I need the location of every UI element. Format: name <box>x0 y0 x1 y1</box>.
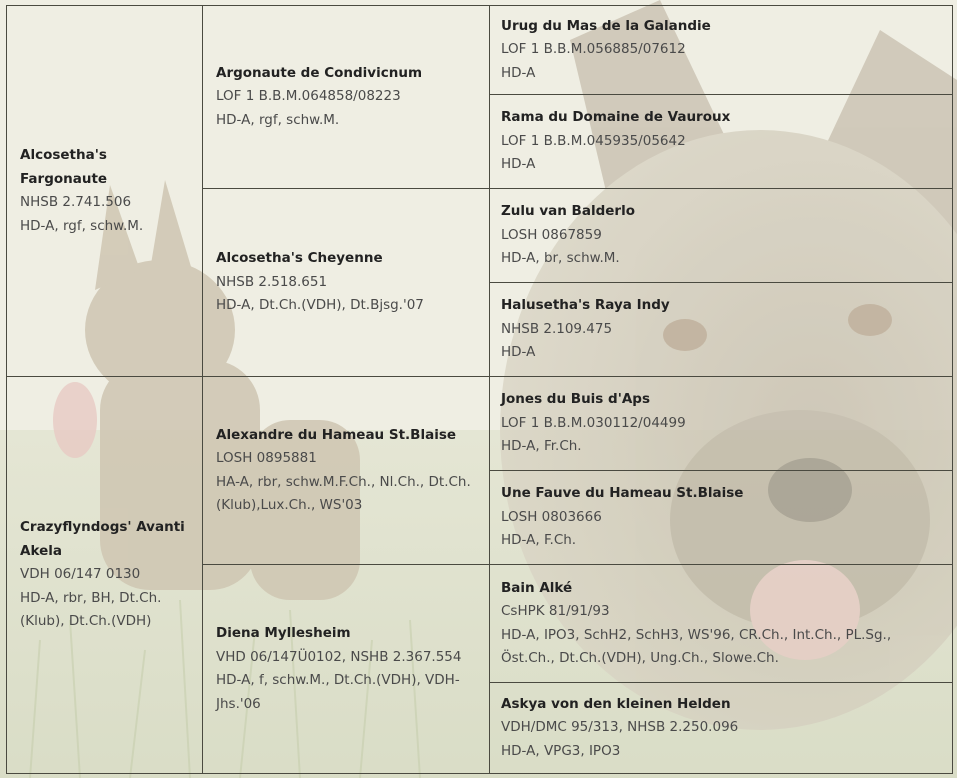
maternal-grandsire-name: Alexandre du Hameau St.Blaise <box>216 426 457 443</box>
paternal-grandsire-titles: HD-A, rgf, schw.M. <box>216 111 340 128</box>
paternal-grandsire-name: Argonaute de Condivicnum <box>216 64 423 81</box>
dam-registration: VDH 06/147 0130 <box>20 566 141 583</box>
ancestor-4-name: Halusetha's Raya Indy <box>501 297 670 314</box>
ancestor-cell-6 <box>489 470 953 565</box>
sire-titles: HD-A, rgf, schw.M. <box>20 217 144 234</box>
ancestor-5-titles: HD-A, Fr.Ch. <box>501 438 582 455</box>
ancestor-cell-2 <box>489 94 953 189</box>
paternal-grandsire-cell <box>202 5 490 189</box>
ancestor-8-registration: VDH/DMC 95/313, NHSB 2.250.096 <box>501 719 739 736</box>
ancestor-8-name: Askya von den kleinen Helden <box>501 695 731 712</box>
ancestor-6-registration: LOSH 0803666 <box>501 508 602 525</box>
ancestor-cell-1 <box>489 5 953 95</box>
ancestor-4-registration: NHSB 2.109.475 <box>501 320 613 337</box>
paternal-grandsire-registration: LOF 1 B.B.M.064858/08223 <box>216 88 401 105</box>
ancestor-cell-8 <box>489 682 953 774</box>
sire-registration: NHSB 2.741.506 <box>20 194 132 210</box>
ancestor-3-titles: HD-A, br, schw.M. <box>501 250 620 267</box>
ancestor-7-name: Bain Alké <box>501 579 573 596</box>
ancestor-1-name: Urug du Mas de la Galandie <box>501 17 711 34</box>
maternal-grandsire-titles: HA-A, rbr, schw.M.F.Ch., Nl.Ch., Dt.Ch.(Klub),Lux.Ch., WS'03 <box>216 473 471 513</box>
ancestor-5-registration: LOF 1 B.B.M.030112/04499 <box>501 414 686 431</box>
ancestor-2-titles: HD-A <box>501 156 536 173</box>
dam-name: Crazyflyndogs' Avanti Akela <box>20 519 185 559</box>
dam-titles: HD-A, rbr, BH, Dt.Ch.(Klub), Dt.Ch.(VDH) <box>20 589 162 630</box>
ancestor-8-titles: HD-A, VPG3, IPO3 <box>501 742 621 759</box>
maternal-grandsire-registration: LOSH 0895881 <box>216 450 317 466</box>
sire-cell <box>6 5 203 377</box>
maternal-granddam-titles: HD-A, f, schw.M., Dt.Ch.(VDH), VDH-Jhs.'06 <box>216 672 460 712</box>
ancestor-1-registration: LOF 1 B.B.M.056885/07612 <box>501 41 686 58</box>
ancestor-2-name: Rama du Domaine de Vauroux <box>501 109 731 126</box>
ancestor-6-name: Une Fauve du Hameau St.Blaise <box>501 485 744 502</box>
ancestor-cell-5 <box>489 376 953 471</box>
ancestor-3-name: Zulu van Balderlo <box>501 203 635 220</box>
ancestor-1-titles: HD-A <box>501 64 536 81</box>
maternal-granddam-name: Diena Myllesheim <box>216 625 351 641</box>
paternal-granddam-cell <box>202 188 490 377</box>
dam-cell <box>6 376 203 774</box>
sire-name: Alcosetha's Fargonaute <box>20 147 108 187</box>
ancestor-7-titles: HD-A, IPO3, SchH2, SchH3, WS'96, CR.Ch., Int.Ch., PL.Sg., Öst.Ch., Dt.Ch.(VDH), Ung.Ch., Slowe.Ch. <box>501 626 892 666</box>
ancestor-5-name: Jones du Buis d'Aps <box>501 391 650 408</box>
ancestor-cell-3 <box>489 188 953 283</box>
ancestor-4-titles: HD-A <box>501 344 536 361</box>
ancestor-cell-4 <box>489 282 953 377</box>
maternal-granddam-cell <box>202 564 490 774</box>
ancestor-6-titles: HD-A, F.Ch. <box>501 532 577 549</box>
paternal-granddam-titles: HD-A, Dt.Ch.(VDH), Dt.Bjsg.'07 <box>216 297 424 314</box>
ancestor-7-registration: CsHPK 81/91/93 <box>501 603 610 619</box>
ancestor-3-registration: LOSH 0867859 <box>501 226 602 243</box>
ancestor-cell-7 <box>489 564 953 683</box>
paternal-granddam-name: Alcosetha's Cheyenne <box>216 250 383 267</box>
maternal-grandsire-cell <box>202 376 490 565</box>
paternal-granddam-registration: NHSB 2.518.651 <box>216 273 328 290</box>
maternal-granddam-registration: VHD 06/147Ü0102, NSHB 2.367.554 <box>216 648 462 665</box>
ancestor-2-registration: LOF 1 B.B.M.045935/05642 <box>501 132 686 149</box>
